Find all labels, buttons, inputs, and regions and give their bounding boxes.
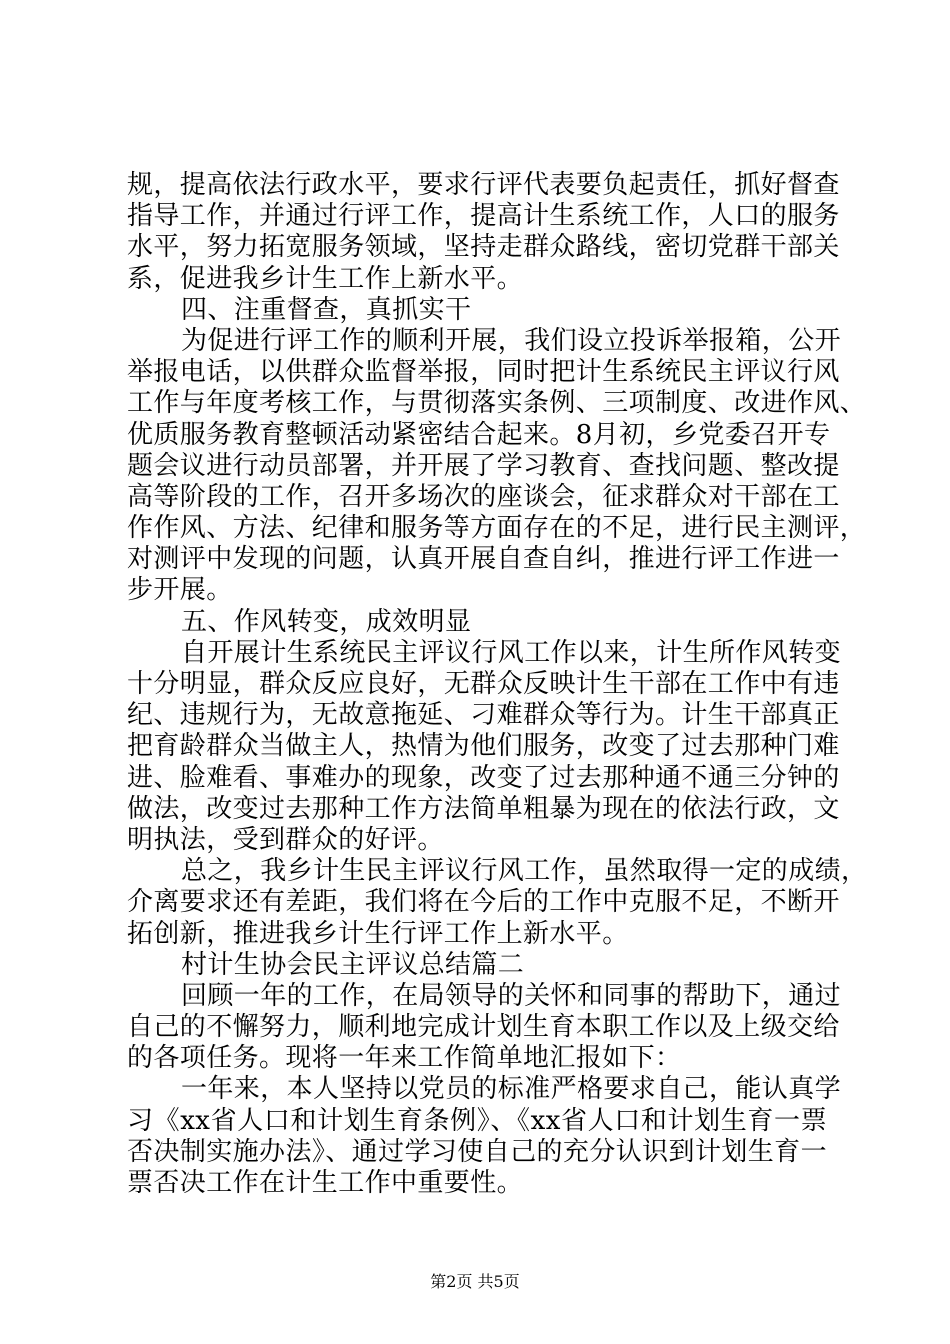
text-line: 做法，改变过去那种工作方法简单粗暴为现在的依法行政，文 xyxy=(127,793,840,824)
text-line: 否决制实施办法》、通过学习使自己的充分认识到计划生育一 xyxy=(127,1136,827,1167)
paragraph xyxy=(127,950,827,981)
text-line: 自开展计生系统民主评议行风工作以来，计生所作风转变 xyxy=(181,637,842,668)
text-line: 题会议进行动员部署，并开展了学习教育、查找问题、整改提 xyxy=(127,450,840,481)
text-line: 拓创新，推进我乡计生行评工作上新水平。 xyxy=(127,918,629,949)
text-line: 明执法，受到群众的好评。 xyxy=(127,824,444,855)
text-line: 进、脸难看、事难办的现象，改变了过去那种通不通三分钟的 xyxy=(127,762,840,793)
text-line: 总之，我乡计生民主评议行风工作，虽然取得一定的成绩， xyxy=(181,856,868,887)
text-line: 把育龄群众当做主人，热情为他们服务，改变了过去那种门难 xyxy=(127,731,840,762)
text-line: 介离要求还有差距，我们将在今后的工作中克服不足，不断开 xyxy=(127,887,840,918)
paragraph xyxy=(127,170,840,295)
text-line: 对测评中发现的问题，认真开展自查自纠，推进行评工作进一 xyxy=(127,544,840,575)
text-line: 工作与年度考核工作，与贯彻落实条例、三项制度、改进作风、 xyxy=(127,388,867,419)
paragraph xyxy=(127,980,842,1075)
text-line: 举报电话，以供群众监督举报，同时把计生系统民主评议行风 xyxy=(127,357,840,388)
text-line: 十分明显，群众反应良好，无群众反映计生干部在工作中有违 xyxy=(127,669,840,699)
text-line: 五、作风转变，成效明显 xyxy=(181,606,472,637)
text-line: 的各项任务。现将一年来工作简单地汇报如下： xyxy=(127,1043,682,1074)
text-line: 作作风、方法、纪律和服务等方面存在的不足，进行民主测评， xyxy=(127,513,867,544)
paragraph xyxy=(127,607,827,638)
text-line: 一年来，本人坚持以党员的标准严格要求自己，能认真学 xyxy=(181,1074,842,1105)
paragraph xyxy=(127,1074,842,1199)
text-line: 票否决工作在计生工作中重要性。 xyxy=(127,1168,524,1198)
text-line: 优质服务教育整顿活动紧密结合起来。8月初，乡党委召开专 xyxy=(127,419,831,450)
text-line: 规，提高依法行政水平，要求行评代表要负起责任，抓好督查 xyxy=(127,170,840,200)
paragraph xyxy=(127,856,868,950)
paragraph xyxy=(127,325,867,607)
text-line: 回顾一年的工作，在局领导的关怀和同事的帮助下，通过 xyxy=(181,980,842,1011)
text-line: 四、注重督查，真抓实干 xyxy=(181,294,472,325)
text-line: 水平，努力拓宽服务领域，坚持走群众路线，密切党群干部关 xyxy=(127,232,840,263)
document-body xyxy=(127,170,868,1199)
text-line: 指导工作，并通过行评工作，提高计生系统工作，人口的服务 xyxy=(127,201,840,232)
text-line: 高等阶段的工作，召开多场次的座谈会，征求群众对干部在工 xyxy=(127,481,840,512)
text-line: 村计生协会民主评议总结篇二 xyxy=(181,949,525,980)
paragraph xyxy=(127,295,827,326)
text-line: 纪、违规行为，无故意拖延、刁难群众等行为。计生干部真正 xyxy=(127,700,840,731)
text-line: 系，促进我乡计生工作上新水平。 xyxy=(127,263,524,294)
text-line: 为促进行评工作的顺利开展，我们设立投诉举报箱，公开 xyxy=(181,325,842,356)
text-line: 习《xx省人口和计划生育条例》、《xx省人口和计划生育一票 xyxy=(127,1105,827,1136)
text-line: 步开展。 xyxy=(127,575,233,606)
page-footer: 第2页 共5页 xyxy=(430,1272,520,1291)
text-line: 自己的不懈努力，顺利地完成计划生育本职工作以及上级交给 xyxy=(127,1012,840,1043)
paragraph xyxy=(127,637,842,856)
